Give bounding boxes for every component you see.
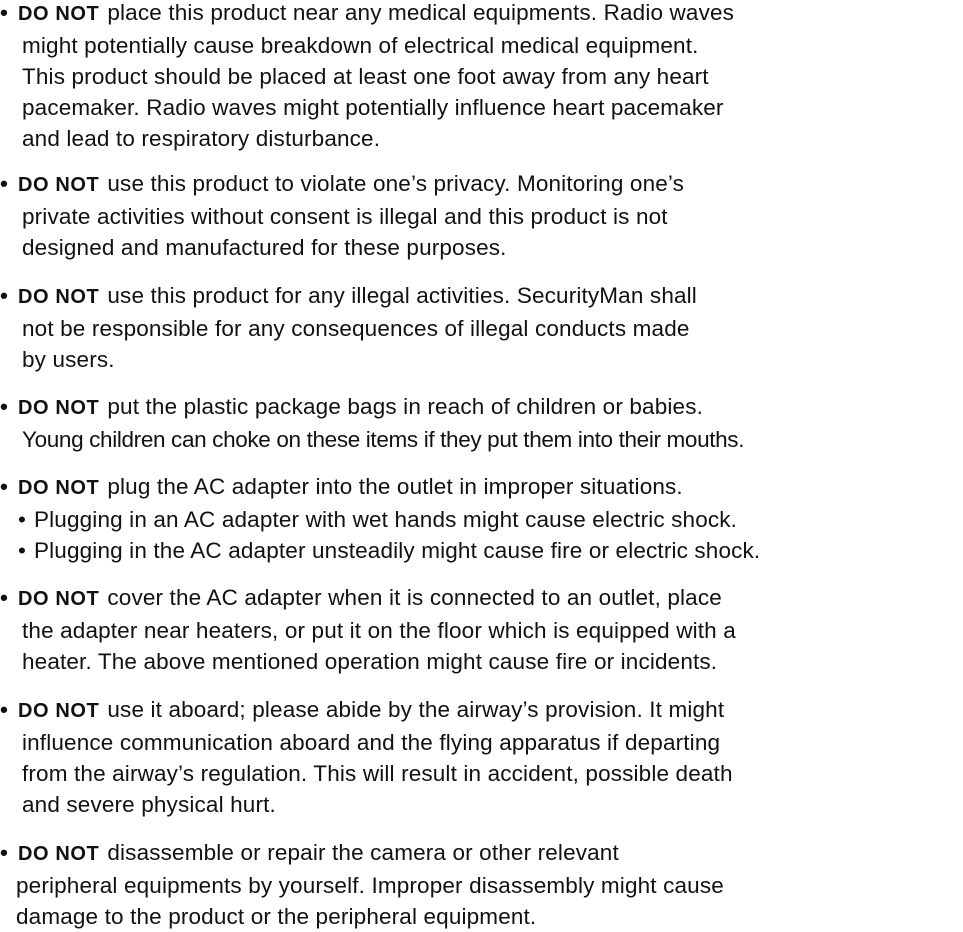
warning-item-cover-adapter [0,582,963,677]
warning-continuation: private activities without consent is illegal and this product is not designed and manufactured for these purposes. [22,204,668,260]
warning-label: DO NOT [18,700,100,722]
warning-label: DO NOT [18,588,100,610]
warning-first-line: plug the AC adapter into the outlet in improper situations. [107,474,683,499]
sub-bullet: • [18,538,27,563]
bullet: • [0,840,9,865]
warning-first-line: cover the AC adapter when it is connected to an outlet, place [107,585,722,610]
warning-label: DO NOT [18,397,100,419]
warning-item-privacy [0,168,963,263]
sub-warning-text: Plugging in an AC adapter with wet hands might cause electric shock. [34,507,738,532]
bullet: • [0,697,9,722]
warning-continuation: the adapter near heaters, or put it on the floor which is equipped with a heater. The above mentioned operation might cause fire or incidents. [22,618,736,674]
bullet: • [0,171,9,196]
warning-item-illegal-activities [0,280,963,375]
warning-label: DO NOT [18,3,100,25]
sub-warning-unsteady [0,535,963,566]
bullet: • [0,0,9,25]
warning-first-line: disassemble or repair the camera or other relevant [107,840,619,865]
warning-continuation: not be responsible for any consequences of illegal conducts made by users. [22,316,690,372]
warning-continuation: peripheral equipments by yourself. Improper disassembly might cause damage to the product or the peripheral equipment. [16,873,724,929]
sub-bullet: • [18,507,27,532]
warning-first-line: put the plastic package bags in reach of children or babies. [107,394,703,419]
bullet: • [0,394,9,419]
bullet: • [0,474,9,499]
warning-item-ac-adapter-plug [0,471,963,566]
warning-label: DO NOT [18,477,100,499]
warning-continuation: influence communication aboard and the flying apparatus if departing from the airway’s regulation. This will result in accident, possible death and severe physical hurt. [22,730,733,817]
warning-item-plastic-bags [0,391,963,455]
warning-first-line: place this product near any medical equipments. Radio waves [107,0,735,25]
bullet: • [0,283,9,308]
warning-item-medical-equipment [0,0,963,154]
warning-item-disassemble [0,837,963,932]
warning-first-line: use it aboard; please abide by the airway’s provision. It might [107,697,725,722]
warning-label: DO NOT [18,843,100,865]
warning-label: DO NOT [18,286,100,308]
warning-item-aboard-aircraft [0,694,963,820]
warning-continuation: might potentially cause breakdown of electrical medical equipment. This product should be placed at least one foot away from any heart pacemaker. Radio waves might potentially influence heart pacemaker and lead to respiratory disturbance. [22,33,724,151]
warning-first-line: use this product for any illegal activities. SecurityMan shall [107,283,697,308]
sub-warning-wet-hands [0,504,963,535]
warning-continuation: Young children can choke on these items if they put them into their mouths. [22,427,745,452]
warning-first-line: use this product to violate one’s privacy. Monitoring one’s [107,171,685,196]
sub-warning-text: Plugging in the AC adapter unsteadily might cause fire or electric shock. [34,538,761,563]
bullet: • [0,585,9,610]
warning-label: DO NOT [18,174,100,196]
